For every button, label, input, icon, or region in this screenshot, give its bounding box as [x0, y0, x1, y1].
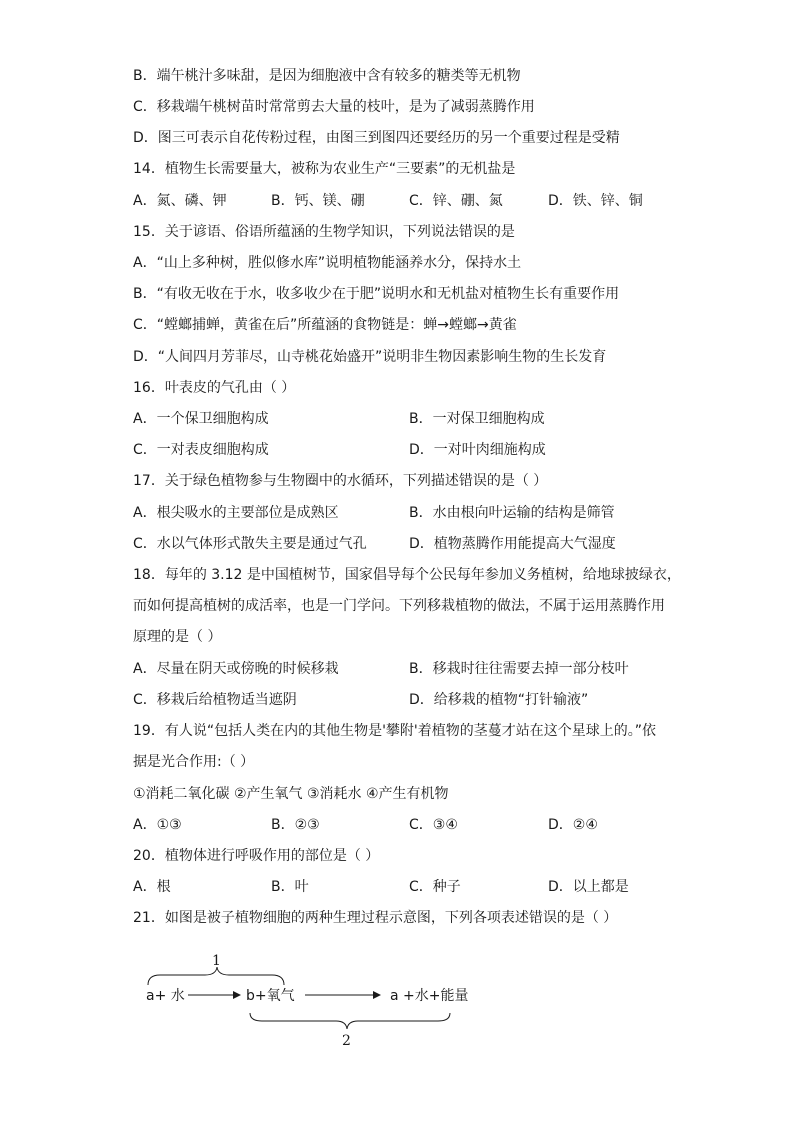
diagram-left-term: a+ 水: [146, 988, 185, 1004]
q20-option-d: D．以上都是: [548, 879, 629, 895]
q13-option-c: C．移栽端午桃树苗时常常剪去大量的枝叶，是为了减弱蒸腾作用: [133, 99, 535, 115]
q18-stem-line-3: 原理的是（ ）: [133, 629, 222, 645]
q16-option-d: D．一对叶肉细施构成: [409, 442, 546, 458]
q15-option-d: D．“人间四月芳菲尽，山寺桃花始盛开”说明非生物因素影响生物的生长发育: [133, 349, 607, 365]
q14-option-d: D．铁、锌、铜: [548, 193, 643, 209]
q15-option-a: A．“山上多种树，胜似修水库”说明植物能涵养水分，保持水土: [133, 255, 522, 271]
q14-option-b: B．钙、镁、硼: [271, 193, 365, 209]
q19-option-d: D．②④: [548, 817, 598, 833]
q20-stem: 20．植物体进行呼吸作用的部位是（ ）: [133, 848, 380, 864]
q19-stem-line-1: 19．有人说“包括人类在内的其他生物是'攀附'着植物的茎蔓才站在这个星球上的。”依: [133, 723, 657, 739]
q13-option-b: B．端午桃汁多味甜，是因为细胞液中含有较多的糖类等无机物: [133, 68, 521, 84]
q17-option-d: D．植物蒸腾作用能提高大气湿度: [409, 536, 616, 552]
diagram-label-2: 2: [342, 1033, 351, 1049]
q15-stem: 15．关于谚语、俗语所蕴涵的生物学知识，下列说法错误的是: [133, 224, 515, 240]
diagram-label-1: 1: [212, 953, 221, 969]
q19-option-c: C．③④: [409, 817, 458, 833]
q15-option-c: C．“螳螂捕蝉，黄雀在后”所蕴涵的食物链是：蝉→螳螂→黄雀: [133, 317, 517, 333]
q20-option-a: A．根: [133, 879, 171, 895]
q18-stem-line-1: 18．每年的 3.12 是中国植树节，国家倡导每个公民每年参加义务植树，给地球披绿衣，: [133, 567, 681, 583]
q19-stem-line-2: 据是光合作用:（ ）: [133, 754, 255, 770]
q13-option-d: D．图三可表示自花传粉过程，由图三到图四还要经历的另一个重要过程是受精: [133, 130, 620, 146]
q14-option-a: A．氮、磷、钾: [133, 193, 227, 209]
q20-option-b: B．叶: [271, 879, 309, 895]
q17-stem: 17．关于绿色植物参与生物圈中的水循环，下列描述错误的是（ ）: [133, 473, 548, 489]
q16-option-a: A．一个保卫细胞构成: [133, 411, 269, 427]
q18-option-a: A．尽量在阴天或傍晚的时候移栽: [133, 661, 339, 677]
q16-option-b: B．一对保卫细胞构成: [409, 411, 545, 427]
q18-option-b: B．移栽时往往需要去掉一部分枝叶: [409, 661, 629, 677]
q19-option-a: A．①③: [133, 817, 182, 833]
q21-stem: 21．如图是被子植物细胞的两种生理过程示意图，下列各项表述错误的是（ ）: [133, 910, 618, 926]
diagram-right-term: a +水+能量: [390, 988, 469, 1004]
q16-stem: 16．叶表皮的气孔由（ ）: [133, 380, 296, 396]
diagram-brace-top: [148, 967, 284, 985]
q14-option-c: C．锌、硼、氮: [409, 193, 503, 209]
diagram-brace-bottom: [250, 1013, 450, 1029]
q17-option-a: A．根尖吸水的主要部位是成熟区: [133, 505, 339, 521]
q18-option-d: D．给移栽的植物“打针输液”: [409, 692, 589, 708]
q18-stem-line-2: 而如何提高植树的成活率，也是一门学问。下列移栽植物的做法，不属于运用蒸腾作用: [133, 598, 665, 614]
q20-option-c: C．种子: [409, 879, 461, 895]
q17-option-b: B．水由根向叶运输的结构是筛管: [409, 505, 615, 521]
diagram-middle-term: b+氧气: [246, 988, 295, 1004]
q17-option-c: C．水以气体形式散失主要是通过气孔: [133, 536, 367, 552]
q19-option-b: B．②③: [271, 817, 320, 833]
q15-option-b: B．“有收无收在于水，收多收少在于肥”说明水和无机盐对植物生长有重要作用: [133, 286, 620, 302]
q19-items: ①消耗二氧化碳 ②产生氧气 ③消耗水 ④产生有机物: [133, 786, 449, 802]
q16-option-c: C．一对表皮细胞构成: [133, 442, 269, 458]
q21-process-diagram: [140, 945, 480, 1055]
q14-stem: 14．植物生长需要量大，被称为农业生产“三要素”的无机盐是: [133, 161, 516, 177]
q18-option-c: C．移栽后给植物适当遮阴: [133, 692, 297, 708]
